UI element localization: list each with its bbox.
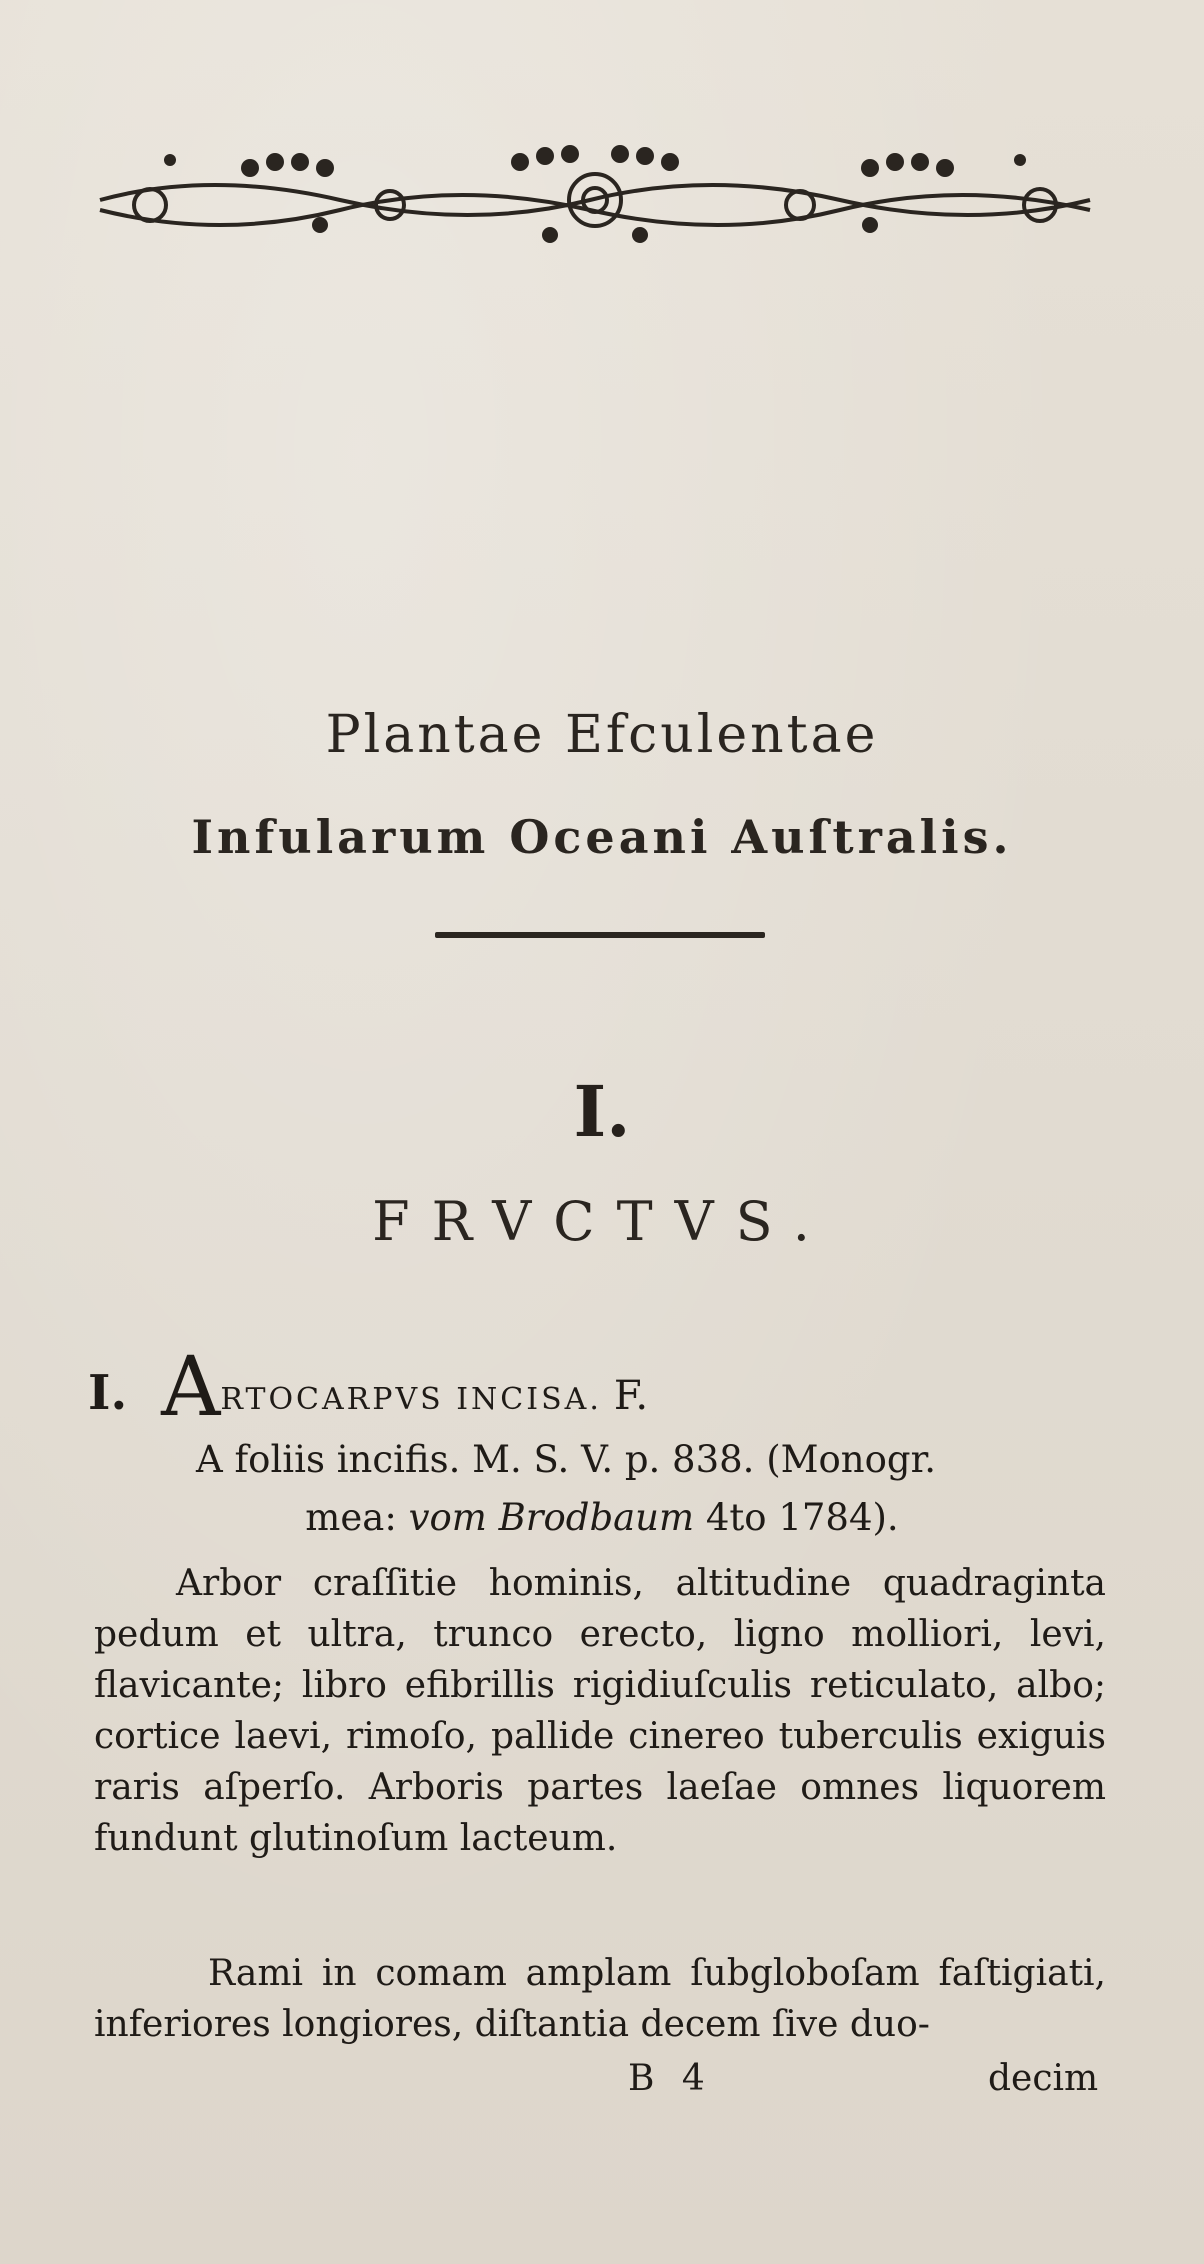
paragraph-branches: Rami in comam amplam ſubgloboſam faſtigiati, inferiores longiores, diſtantia decem ſive duo-: [94, 1953, 1106, 2045]
page-subtitle: Infularum Oceani Auſtralis.: [191, 810, 1013, 864]
ref-italic-title: vom Brodbaum: [408, 1496, 695, 1539]
page-title: Plantae Efculentae: [325, 705, 879, 765]
signature-mark: B 4: [628, 2058, 713, 2099]
entry-initial: A: [161, 1340, 221, 1435]
catchword: decim: [988, 2058, 1099, 2099]
entry-reference-line-1: A foliis incifis. M. S. V. p. 838. (Monogr.: [196, 1438, 936, 1481]
section-title: FRVCTVS.: [372, 1190, 832, 1253]
decorative-headpiece-icon: [90, 130, 1100, 260]
ref-suffix: 4to 1784).: [705, 1496, 899, 1539]
page-footer: [0, 2058, 1204, 2108]
section-number: I.: [573, 1070, 631, 1153]
entry-species-name: RTOCARPVS INCISA.: [220, 1382, 602, 1417]
paragraph-description: Arbor craſſitie hominis, altitudine quadraginta pedum et ultra, trunco erecto, ligno molliori, levi, flavicante; libro efibrillis rigidiuſculis reticulato, albo; cortice laevi, rimoſo, pallide cinereo tuberculis exiguis raris aſperſo. Arboris partes laeſae omnes liquorem fundunt glutinoſum lacteum.: [94, 1563, 1106, 1859]
entry-author: F.: [613, 1373, 649, 1419]
divider-rule: [435, 932, 765, 938]
entry-heading: [88, 1340, 1128, 1435]
entry-number: I.: [88, 1365, 128, 1421]
entry-reference-line-2: [0, 1496, 1204, 1539]
ref-prefix: mea:: [305, 1496, 397, 1539]
